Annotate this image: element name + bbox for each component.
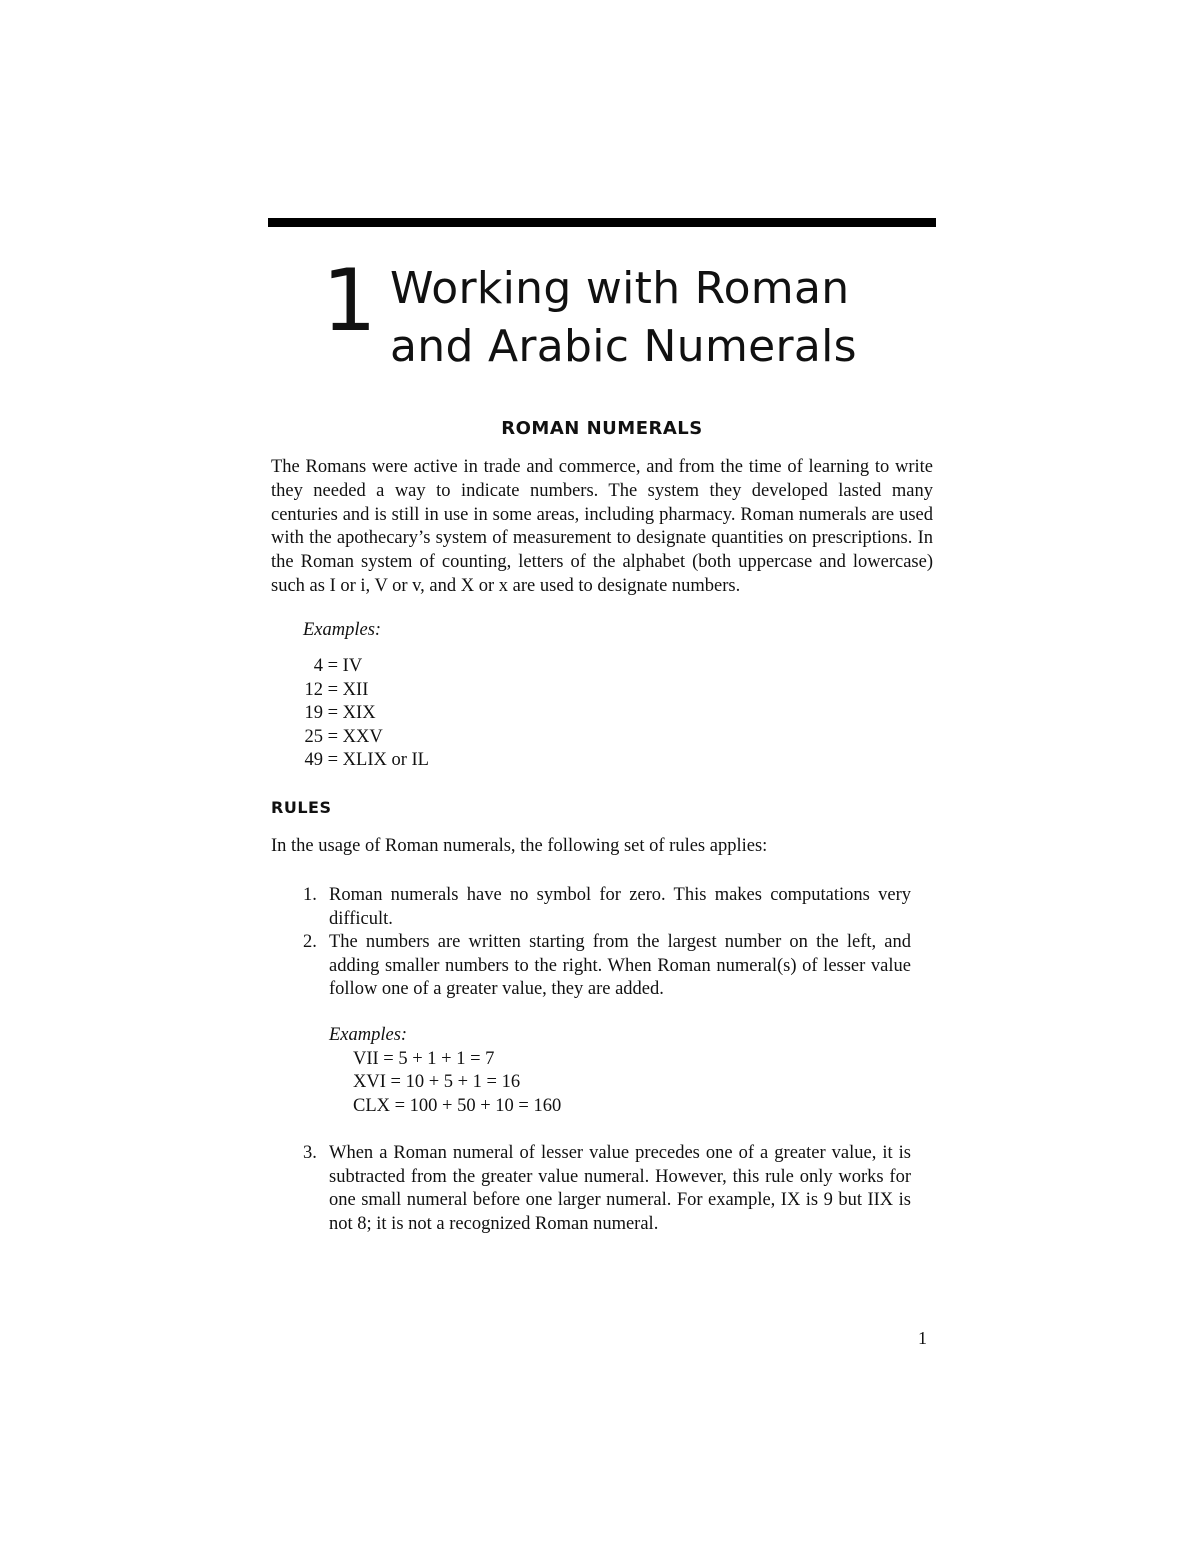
chapter-title — [390, 260, 857, 376]
example-item: 19 = XIX — [304, 703, 376, 724]
chapter-top-rule — [268, 218, 936, 227]
chapter-number: 1 — [322, 251, 377, 351]
section-heading: ROMAN NUMERALS — [501, 418, 703, 439]
rule-text: When a Roman numeral of lesser value precedes one of a greater value, it is subtracted from the greater value numeral. However, this rule only works for one small numeral before one larger numeral. For example, IX is 9 but IIX is not 8; it is not a recognized Roman numeral. — [329, 1143, 911, 1234]
rule-item-1 — [303, 884, 911, 931]
example-item: 12 = XII — [304, 679, 369, 700]
example-item: 4 = IV — [313, 656, 363, 676]
examples-label: Examples: — [303, 620, 382, 640]
rule-marker: 2. — [303, 932, 317, 952]
intro-paragraph: The Romans were active in trade and commerce, and from the time of learning to write they needed a way to indicate numbers. The system they developed lasted many centuries and is still in use in some areas, including pharmacy. Roman numerals are used with the apothecary’s system of measurement to designate quantities on prescriptions. In the Roman system of counting, letters of the alphabet (both uppercase and lowercase) such as I or i, V or v, and X or x are used to designate numbers. — [271, 457, 933, 596]
examples-list — [303, 655, 429, 773]
rule-examples-label: Examples: — [329, 1025, 408, 1045]
rule-text: Roman numerals have no symbol for zero. This makes computations very difficult. — [329, 885, 911, 929]
rule-marker: 1. — [303, 885, 317, 905]
rule-example-item: XVI = 10 + 5 + 1 = 16 — [353, 1072, 521, 1093]
rule-marker: 3. — [303, 1143, 317, 1163]
rule-item-2 — [303, 931, 911, 1002]
rule-examples-list — [329, 1048, 561, 1119]
rules-heading: RULES — [271, 798, 332, 817]
page-number: 1 — [918, 1328, 927, 1348]
example-item: 49 = XLIX or IL — [304, 750, 429, 771]
rule-example-item: VII = 5 + 1 + 1 = 7 — [353, 1048, 495, 1069]
rule-2-examples — [329, 1024, 561, 1118]
chapter-title-line-1: Working with Roman — [390, 263, 850, 314]
rule-item-3 — [303, 1142, 911, 1236]
rule-example-item: CLX = 100 + 50 + 10 = 160 — [353, 1095, 562, 1116]
example-item: 25 = XXV — [304, 726, 383, 747]
rules-intro: In the usage of Roman numerals, the following set of rules applies: — [271, 836, 768, 856]
rule-text: The numbers are written starting from the largest number on the left, and adding smaller numbers to the right. When Roman numeral(s) of lesser value follow one of a greater value, they are added. — [329, 932, 911, 1000]
chapter-title-line-2: and Arabic Numerals — [390, 321, 857, 372]
